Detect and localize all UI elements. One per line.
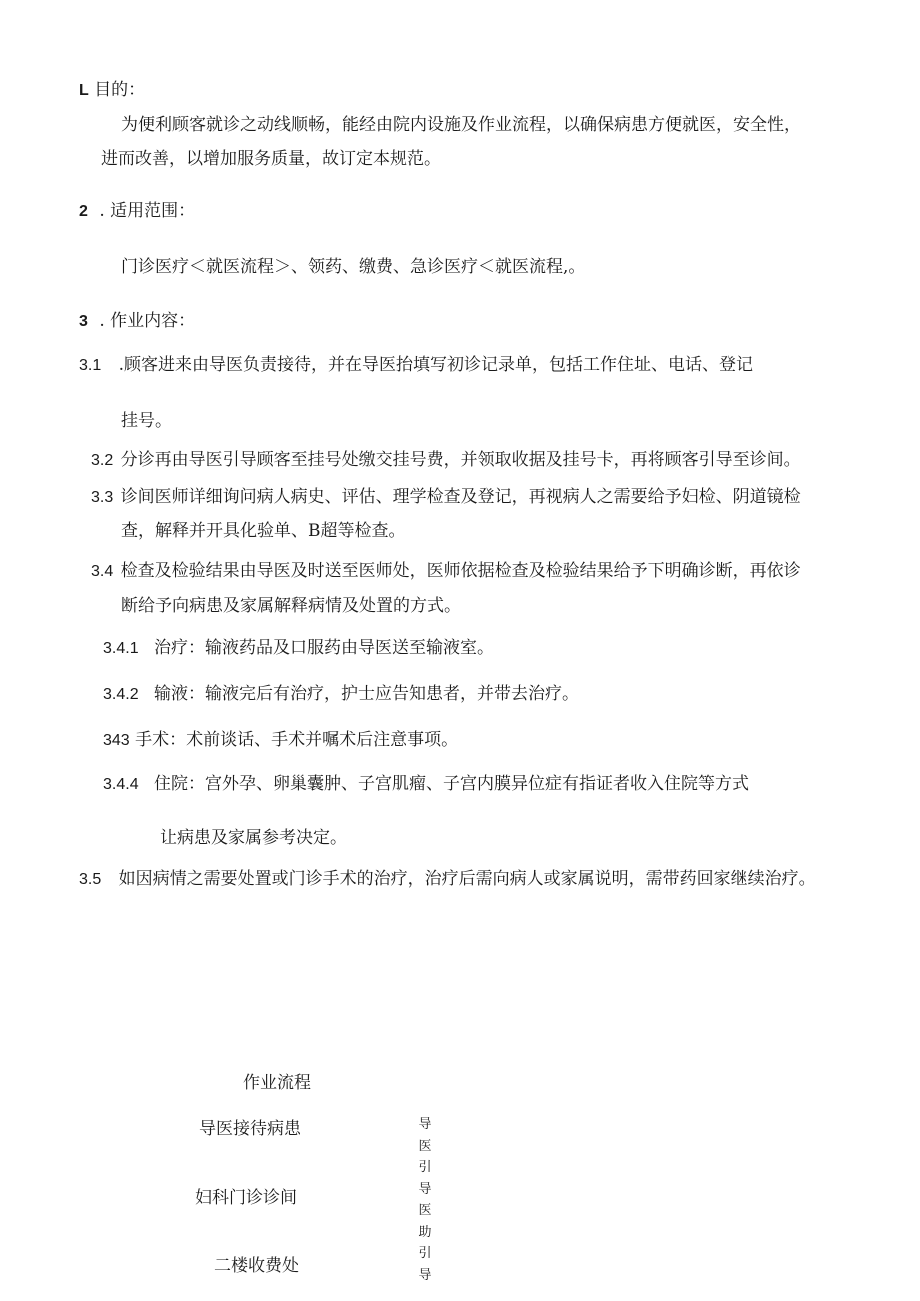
- item-text: .顾客进来由导医负责接待，并在导医抬填写初诊记录单，包括工作住址、电话、登记: [118, 355, 754, 375]
- item-3-4-2: [103, 686, 579, 703]
- flow-step-reception: 导医接待病患: [199, 1119, 301, 1139]
- item-number: 3.4.4: [103, 776, 139, 793]
- item-number: 3.3: [91, 489, 114, 506]
- item-3-2: [91, 452, 801, 469]
- section-1-body-line-1: 为便利顾客就诊之动线顺畅，能经由院内设施及作业流程，以确保病患方便就医，安全性，: [121, 115, 801, 135]
- section-title: . 适用范围：: [99, 201, 196, 221]
- section-1-heading: [79, 82, 145, 99]
- item-number: 3.4: [91, 563, 114, 580]
- section-number: 3: [79, 313, 88, 330]
- flow-title: 作业流程: [243, 1073, 311, 1093]
- flow-step-gynecology-clinic: 妇科门诊诊间: [195, 1188, 297, 1208]
- item-text: 检查及检验结果由导医及时送至医师处，医师依据检查及检验结果给予下明确诊断，再依诊: [120, 561, 801, 581]
- section-2-body-line-1: 门诊医疗＜就医流程＞、领药、缴费、急诊医疗＜就医流程,。: [121, 257, 586, 277]
- item-number: 3.1: [79, 357, 102, 374]
- item-text: 手术：术前谈话、手术并嘱术后注意事项。: [135, 730, 459, 750]
- item-3-3-continuation: 查，解释并开具化验单、B超等检查。: [121, 521, 406, 541]
- item-number: 3.2: [91, 452, 114, 469]
- item-3-3: [91, 489, 801, 506]
- item-text: 治疗：输液药品及口服药由导医送至输液室。: [154, 638, 494, 658]
- item-number: 3.4.1: [103, 640, 139, 657]
- item-3-4-1: [103, 640, 494, 657]
- item-3-1: [79, 357, 753, 374]
- item-text: 诊间医师详细询问病人病史、评估、理学检查及登记，再视病人之需要给予妇检、阴道镜检: [120, 487, 801, 507]
- section-2-heading: [79, 203, 195, 220]
- item-number: 3.4.2: [103, 686, 139, 703]
- item-3-5: [79, 871, 816, 888]
- item-3-4-continuation: 断给予向病患及家属解释病情及处置的方式。: [121, 596, 461, 616]
- item-text: 如因病情之需要处置或门诊手术的治疗，治疗后需向病人或家属说明，需带药回家继续治疗。: [118, 869, 816, 889]
- item-3-4-3: [103, 732, 458, 749]
- item-number: 343: [103, 732, 130, 749]
- item-3-4-4-continuation: 让病患及家属参考决定。: [160, 828, 347, 848]
- flow-side-note: 导医引导医助引导: [418, 1117, 432, 1283]
- section-title: . 作业内容：: [99, 311, 196, 331]
- section-title: 目的：: [94, 80, 146, 100]
- section-number: 2: [79, 203, 88, 220]
- section-number: L: [79, 82, 89, 99]
- item-3-4: [91, 563, 801, 580]
- item-text: 住院：宫外孕、卵巢囊肿、子宫肌瘤、子宫内膜异位症有指证者收入住院等方式: [154, 774, 749, 794]
- section-1-body-line-2: 进而改善，以增加服务质量，故订定本规范。: [101, 149, 441, 169]
- item-3-4-4: [103, 776, 749, 793]
- item-text: 分诊再由导医引导顾客至挂号处缴交挂号费，并领取收据及挂号卡，再将顾客引导至诊间。: [120, 450, 801, 470]
- item-text: 输液：输液完后有治疗，护士应告知患者，并带去治疗。: [154, 684, 579, 704]
- item-3-1-continuation: 挂号。: [121, 411, 172, 431]
- section-3-heading: [79, 313, 195, 330]
- flow-step-cashier: 二楼收费处: [214, 1256, 299, 1276]
- item-number: 3.5: [79, 871, 102, 888]
